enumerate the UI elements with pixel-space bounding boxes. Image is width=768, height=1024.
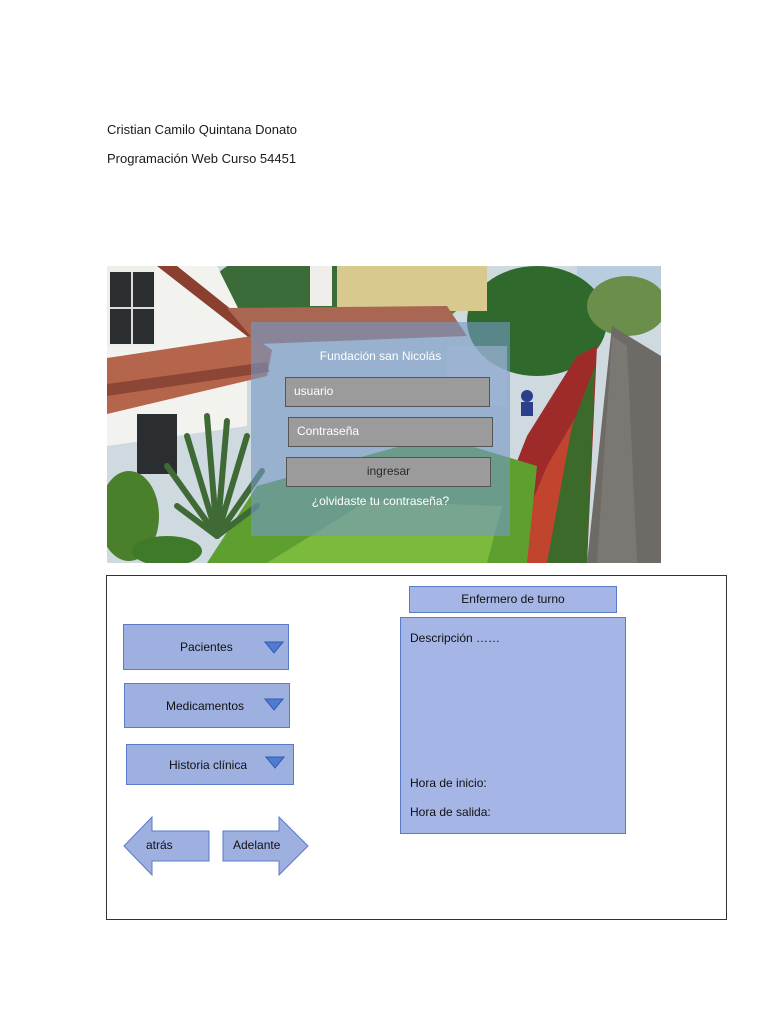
nurse-details-box <box>400 617 626 834</box>
patients-menu-button[interactable] <box>123 624 289 670</box>
clinical-history-menu-button[interactable] <box>126 744 294 785</box>
medications-menu-button[interactable] <box>124 683 290 728</box>
login-title: Fundación san Nicolás <box>319 349 442 363</box>
description-text: Descripción …… <box>410 631 501 645</box>
medications-label: Medicamentos <box>166 698 245 713</box>
username-field[interactable]: usuario <box>285 377 490 407</box>
triangle-down-icon <box>264 641 284 655</box>
start-time-label: Hora de inicio: <box>410 776 487 790</box>
triangle-down-icon <box>264 698 284 712</box>
password-field[interactable]: Contraseña <box>288 417 493 447</box>
nurse-on-duty-button[interactable]: Enfermero de turno <box>409 586 617 613</box>
forward-label: Adelante <box>233 838 281 852</box>
clinical-history-label: Historia clínica <box>169 757 248 772</box>
login-button[interactable]: ingresar <box>286 457 491 487</box>
patients-label: Pacientes <box>180 640 233 654</box>
login-screenshot <box>107 266 661 563</box>
course-name: Programación Web Curso 54451 <box>107 151 297 166</box>
forgot-password-link[interactable]: ¿olvidaste tu contraseña? <box>311 494 450 508</box>
author-name: Cristian Camilo Quintana Donato <box>107 122 298 137</box>
triangle-down-icon <box>265 756 285 770</box>
dashboard-mockup <box>106 575 727 920</box>
end-time-label: Hora de salida: <box>410 805 491 819</box>
back-label: atrás <box>146 838 173 852</box>
